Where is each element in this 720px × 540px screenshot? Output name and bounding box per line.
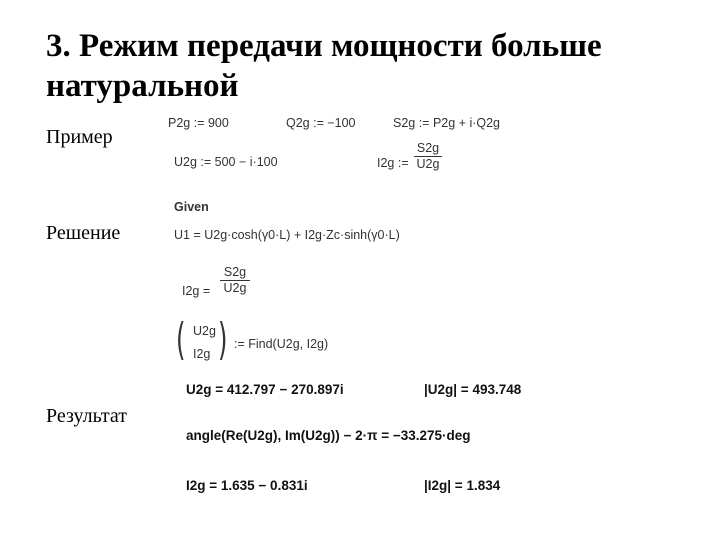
result-u2g: U2g = 412.797 − 270.897i (186, 382, 344, 397)
equation-i2g-fraction (220, 266, 250, 295)
vector-left-paren: ( (176, 314, 186, 365)
result-i2g-abs: |I2g| = 1.834 (424, 478, 501, 493)
def-i2g-fraction (414, 142, 442, 171)
fraction-denominator: U2g (416, 157, 440, 171)
def-q2g: Q2g := −100 (286, 116, 356, 130)
def-i2g-lhs: I2g := (377, 156, 409, 170)
result-angle: angle(Re(U2g), Im(U2g)) − 2·π = −33.275·deg (186, 428, 471, 443)
label-example: Пример (46, 126, 113, 148)
vector-bottom: I2g (193, 347, 211, 361)
equation-u1: U1 = U2g·cosh(γ0·L) + I2g·Zc·sinh(γ0·L) (174, 228, 400, 242)
slide-title: 3. Режим передачи мощности больше натуральной (46, 28, 602, 104)
def-s2g: S2g := P2g + i·Q2g (393, 116, 501, 130)
label-solution: Решение (46, 222, 121, 244)
def-u2g: U2g := 500 − i·100 (174, 155, 278, 169)
vector-top: U2g (193, 324, 216, 338)
equation-i2g-lhs: I2g = (182, 284, 211, 298)
fraction-numerator: S2g (416, 141, 440, 155)
vector-right-paren: ) (218, 314, 228, 365)
fraction-denominator: U2g (223, 281, 247, 295)
given-keyword: Given (174, 200, 209, 214)
result-u2g-abs: |U2g| = 493.748 (424, 382, 522, 397)
result-i2g: I2g = 1.635 − 0.831i (186, 478, 308, 493)
fraction-numerator: S2g (223, 265, 247, 279)
def-p2g: P2g := 900 (168, 116, 229, 130)
label-result: Результат (46, 405, 128, 427)
find-call: := Find(U2g, I2g) (234, 337, 329, 351)
